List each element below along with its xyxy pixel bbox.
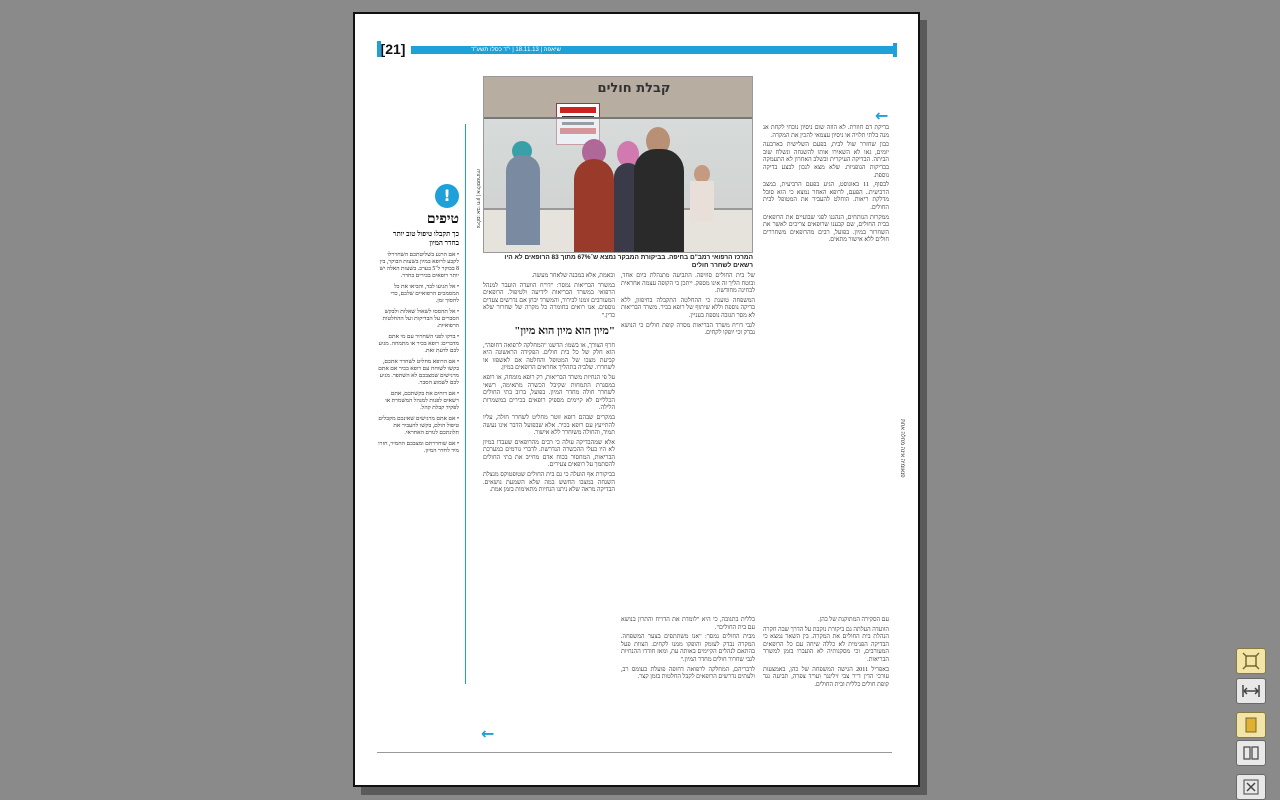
paragraph: בביקורת אף הועלה כי גם בית החולים שטופטוקס מנצלת השגחה במצבו החשש במה שלא השמעת נושאים. הבדיקה מראה שלא ניתנו הנחיות מתאימות בזמן אמת. [483, 471, 615, 494]
bottom-divider [377, 752, 892, 753]
fit-page-icon [1242, 652, 1260, 670]
paragraph: הוועדה העלתה גם ביקורת נוקבת על הדרך שבה חקרה הנהלת בית החולים את המקרה. בין השאר נמצא כי הבדיקה הפנימית לא כללה שיחה עם כל הרופאים המעורבים, וכי מסקנותיה לא הועברו בזמן למשרד הבריאות. [763, 625, 889, 663]
list-item: • אל תגיעו לבד, והביאו את כל המסמכים הרפואיים שלכם, כדי לחסוך זמן. [390, 284, 459, 304]
continue-arrow-icon: ← [481, 724, 495, 743]
close-button[interactable] [1236, 774, 1266, 800]
photo-sign-text: קבלת חולים [597, 81, 671, 96]
article-column-left [483, 272, 615, 742]
article-photo [483, 76, 753, 253]
page-number: [21] [380, 41, 406, 57]
paragraph: אלא שמהבדיקה עולה כי רבים מהרופאים שעבדו במיון לא היו בעלי ההכשרה הנדרשת. לדברי גורמים במערכת הבריאות, המחסור בכוח אדם מחייב את בתי החולים להסתמך על רופאים צעירים. [483, 438, 615, 469]
photo-credit: צילום: אבי חיון | אילוסטרציה [475, 169, 481, 228]
newspaper-page[interactable] [353, 12, 920, 787]
paragraph: המשפחה טוענת כי ההחלטה התקבלה בחיפזון, ללא בדיקה נוספת וללא שיתוף של רופא בכיר. משרד הבריאות לא מסר תגובה נוספת בעניין. [621, 296, 755, 319]
page-number-marker [377, 41, 381, 57]
side-label: פנאומיה אינה מחלה אחת [899, 419, 905, 478]
paragraph: של בית החולים סוזיפה. התביעה מתנהלת ביום אחד, ובוטח הליך זה אינו מספק. ייתכן כי הקופה עצמה אחראית לבחינה מחודשת. [621, 272, 755, 295]
article-column-right-bottom [763, 616, 889, 744]
paragraph: לגבי דו"ח משרד הבריאות מסרה קופת חולים כי הנושא נבדק וכי יופקו לקחים. [621, 321, 755, 337]
fit-width-button[interactable] [1236, 678, 1266, 704]
fit-width-icon [1242, 682, 1260, 700]
two-page-button[interactable] [1236, 740, 1266, 766]
exclamation-icon: ! [435, 184, 459, 208]
article-column-middle [621, 272, 755, 416]
header-end-marker [893, 43, 897, 57]
paragraph: כבון שחזרר שול לבית, בפעם השלישית בארבעה יומים, גאו לא השאירו אותו להשגחה ונשלח שוב הביתה. הבדיקה העיקרית ובשלב האחרון לא התעמקה בבדיקות הגופניות. שלא מצא לנכון לבצע בדיקה נוספת. [763, 141, 889, 179]
page-header [377, 41, 893, 57]
article-column-middle-bottom [621, 616, 755, 744]
paragraph: מבית החולים נמסר: "אנו משתתפים בצער המשפחה. המקרה נבדק לעומק והופקו ממנו לקחים. הצוות פעל בהתאם לנהלים הקיימים באותה עת, ומאז חודדו ההנחיות לגבי שחרור חולים מחדר המיון." [621, 633, 755, 663]
paragraph: לבסוף, 11 באוגוסט, הגיע בפעם הרביעית, במצב הרביעית.. הפעם, לרופא האחר נמצא כי הוא סובל מדלקת ריאות. הוחלט להעביר את המטופל לבית החולים. [763, 181, 889, 211]
article-column-right [763, 124, 889, 416]
list-item: • אל תהססו לשאול שאלות ולבקש הסברים על הבדיקות ועל ההחלטות הרפואיות. [382, 309, 459, 329]
list-item: • אם אתם מרגישים שאינכם מקבלים טיפול הולם, בקשו להעביר את תלונתכם לגורם האחראי. [378, 416, 459, 436]
paragraph: בדיקת דם חוזרת. לא הוזה שום ניסיון נוכחי לקחת אנ מנה בלתי תלויה או ניסיון עצמאי להכין את המקרה. [763, 124, 889, 139]
two-page-icon [1242, 744, 1260, 762]
tips-list [377, 252, 459, 459]
article-subheading: "מיון הוא מיון הוא מיון" [514, 324, 615, 337]
tips-subtitle: כך תקבלו טיפול טוב יותר בחדר המיון [393, 230, 459, 247]
tips-sidebar [377, 184, 459, 684]
paragraph: לדבריהם, המחלקה לרפואה דחופה פועלת בעומס רב, ולעתים נדרשים הרופאים לקבל החלטות בזמן קצר. [621, 665, 755, 681]
continue-arrow-icon: ← [875, 106, 889, 125]
photo-caption: המרכז הרפואי רמב"ם בחיפה. בביקורת המבקר נמצא ש־67% מתוך 83 הרופאים לא היו רשאים לשחרר חולים [504, 254, 753, 269]
paragraph: במשרד הבריאות נמסר: "דו"ח הוועדה הועבר למנהל הרפואי במשרד הבריאות לידיעה ולטיפול. הרופאים המעורבים זומנו לבירור, והמשרד יבחן אם נדרשים צעדים נוספים. אנו רואים בחומרה כל מקרה של שחרור שלא כדין." [483, 281, 615, 319]
paragraph: ממקרות הנותחים, הנהגנו לפני שבועיים את הרופאים בבית החולים, שם קבענו שרופאים צריכים לאשר את השחרור במיון. בפועל, רבים מהרופאים משחררים חולים ללא אישור מתאים. [763, 213, 889, 244]
single-page-button[interactable] [1236, 712, 1266, 738]
paragraph: חרף הצורך, או בשמו: הדשנו "המחלקה לרפואה דחופה", הוא חלק של כל בית חולים. הפקידה הראשונה היא קביעת מצבו של המטופל והחלטה אם לאשפזו או לשחררו. שלביה בתהליך אחראים הרופאים במיון. [483, 341, 615, 372]
sidebar-divider [465, 124, 466, 684]
list-item: • אם דוחים את בקשתכם, אתם רשאים לפנות למנהל המשמרת או לפקיד קבלת קהל. [385, 391, 459, 411]
paragraph: במקרים שבהם רופא זוטר מחליט לשחרר חולה, עליו להתייעץ עם רופא בכיר. אלא שבפועל הדבר אינו נעשה תמיד, והחולה משוחרר ללא אישור. [483, 413, 615, 437]
tips-title: טיפים [426, 212, 459, 227]
fit-page-button[interactable] [1236, 648, 1266, 674]
single-page-icon [1242, 716, 1260, 734]
header-strip-text: שיאפה | 18.11.13 | י"ד כסלו תשע"ד [471, 47, 561, 53]
close-icon [1243, 779, 1259, 795]
paragraph: בללית בתגובה, כי היא "לומדת את הדו"ח והתרון בנושא עם בית החולים". [621, 616, 755, 631]
paragraph: באפריל 2011 הגישה המשפחה של כהן, באמצעות עורכי הדין ד"ר צבי זילינגר ועו"ד צפרה, תביעה נגד קופת חולים כללית ובית החולים. [763, 665, 889, 688]
paragraph: עם הסקירה המתוקנת של כהן. [818, 616, 889, 623]
paragraph: וכאמת, אלא במבנה שלאחר מעשה. [531, 272, 615, 279]
list-item: • אם הרגע בשליטתכם השחררלו לקבע לרופא במיון בשעות הבוקר, בין 8 בבוקר ל־5 בערב. בשעות האלה יש יותר רופאים בכירים בחדר. [379, 252, 459, 279]
list-item: • בדקו לפני השחרור עם מי אתם מדברים: רופא בכיר או מתמחה. מגיע לכם לדעת זאת. [378, 334, 459, 354]
paragraph: על פי הנחיות משרד הבריאות, רק רופא מומחה, או רופא במסגרת התמחות שקיבל הכשרה מתאימה, רשאי לשחרר חולה מחדר המיון. בפועל, ברוב בתי החולים הכלליים לא קיימים מספיק רופאים בכירים במשמרות הלילה. [483, 373, 615, 412]
header-bar [411, 46, 893, 54]
list-item: • אם שוחררתם ומצבכם החמיר, חזרו מיד לחדר המיון. [378, 441, 459, 454]
list-item: • אם הרופא מחליט לשחרר אתכם, בקשו לשוחח עם רופא בכיר אם אתם מרגישים שמצבכם לא השתפר. מגיע לכם לשמוע הסבר. [378, 359, 459, 386]
